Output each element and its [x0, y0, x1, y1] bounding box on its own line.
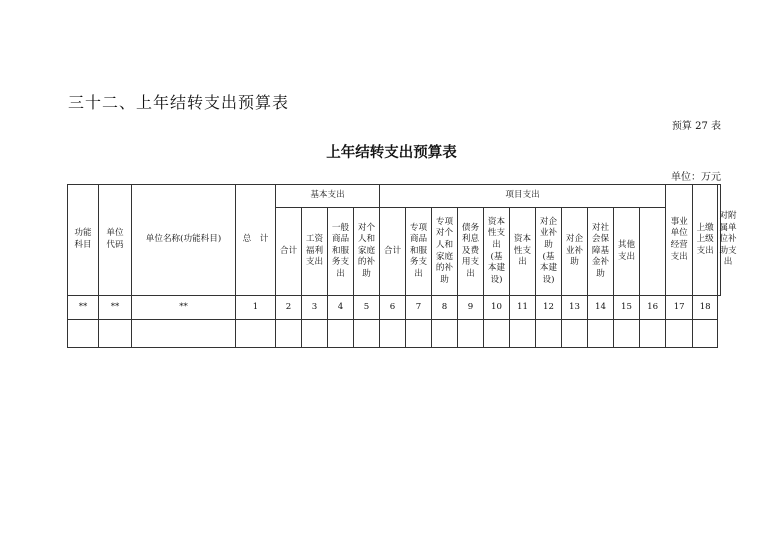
- data-cell: [536, 320, 562, 348]
- marker-cell: 15: [614, 296, 640, 320]
- section-title: 三十二、上年结转支出预算表: [68, 93, 290, 112]
- header-capital-basic: 资本性支出(基本建设): [484, 208, 510, 296]
- marker-cell: 8: [432, 296, 458, 320]
- header-total: 总 计: [236, 185, 276, 296]
- data-cell: [380, 320, 406, 348]
- header-debt-interest: 债务利息及费用支出: [458, 208, 484, 296]
- header-special-household: 专项对个人和家庭的补助: [432, 208, 458, 296]
- header-affiliated-units: 对附属单位补助支出: [718, 185, 721, 296]
- header-household-subsidy: 对个人和家庭的补助: [354, 208, 380, 296]
- empty-data-row: [68, 320, 721, 348]
- marker-cell: 13: [562, 296, 588, 320]
- header-unit-code: 单位代码: [99, 185, 132, 296]
- data-cell: [276, 320, 302, 348]
- data-cell: [99, 320, 132, 348]
- marker-cell: 9: [458, 296, 484, 320]
- marker-row: [68, 296, 721, 320]
- header-basic-group: 基本支出: [276, 185, 380, 208]
- form-code: 预算 27 表: [671, 121, 721, 132]
- header-enterprise-basic: 对企业补助(基本建设): [536, 208, 562, 296]
- marker-cell: 4: [328, 296, 354, 320]
- marker-cell: 2: [276, 296, 302, 320]
- data-cell: [484, 320, 510, 348]
- marker-cell: 16: [640, 296, 666, 320]
- data-cell: [588, 320, 614, 348]
- data-cell: [693, 320, 718, 348]
- header-other: 其他支出: [614, 208, 640, 296]
- marker-cell: 3: [302, 296, 328, 320]
- unit-label: 单位：万元: [671, 172, 721, 183]
- data-cell: [302, 320, 328, 348]
- data-cell: [640, 320, 666, 348]
- header-unit-name: 单位名称(功能科目): [132, 185, 236, 296]
- marker-cell: 14: [588, 296, 614, 320]
- header-basic-subtotal: 合计: [276, 208, 302, 296]
- header-goods-services: 一般商品和服务支出: [328, 208, 354, 296]
- header-upper-level: 上缴上级支出: [693, 185, 718, 296]
- header-capital: 资本性支出: [510, 208, 536, 296]
- marker-cell: **: [99, 296, 132, 320]
- marker-cell: 17: [666, 296, 693, 320]
- data-cell: [614, 320, 640, 348]
- data-cell: [562, 320, 588, 348]
- marker-cell: **: [132, 296, 236, 320]
- header-social-security: 对社会保障基金补助: [588, 208, 614, 296]
- data-cell: [132, 320, 236, 348]
- header-func-subject: 功能科目: [68, 185, 99, 296]
- marker-cell: 6: [380, 296, 406, 320]
- data-cell: [510, 320, 536, 348]
- header-enterprise: 对企业补助: [562, 208, 588, 296]
- marker-cell: 5: [354, 296, 380, 320]
- data-cell: [406, 320, 432, 348]
- marker-cell: 18: [693, 296, 718, 320]
- data-cell: [458, 320, 484, 348]
- header-wages: 工资福利支出: [302, 208, 328, 296]
- budget-table: [67, 184, 737, 348]
- marker-cell: 12: [536, 296, 562, 320]
- marker-cell: 10: [484, 296, 510, 320]
- header-project-subtotal: 合计: [380, 208, 406, 296]
- data-cell: [68, 320, 99, 348]
- data-cell: [328, 320, 354, 348]
- header-project-group: 项目支出: [380, 185, 666, 208]
- marker-cell: 11: [510, 296, 536, 320]
- data-cell: [432, 320, 458, 348]
- table-title: 上年结转支出预算表: [326, 145, 457, 161]
- marker-cell: **: [68, 296, 99, 320]
- data-cell: [354, 320, 380, 348]
- marker-cell: 1: [236, 296, 276, 320]
- marker-cell: 7: [406, 296, 432, 320]
- header-special-goods: 专项商品和服务支出: [406, 208, 432, 296]
- data-cell: [666, 320, 693, 348]
- header-business-unit: 事业单位经营支出: [666, 185, 693, 296]
- data-cell: [236, 320, 276, 348]
